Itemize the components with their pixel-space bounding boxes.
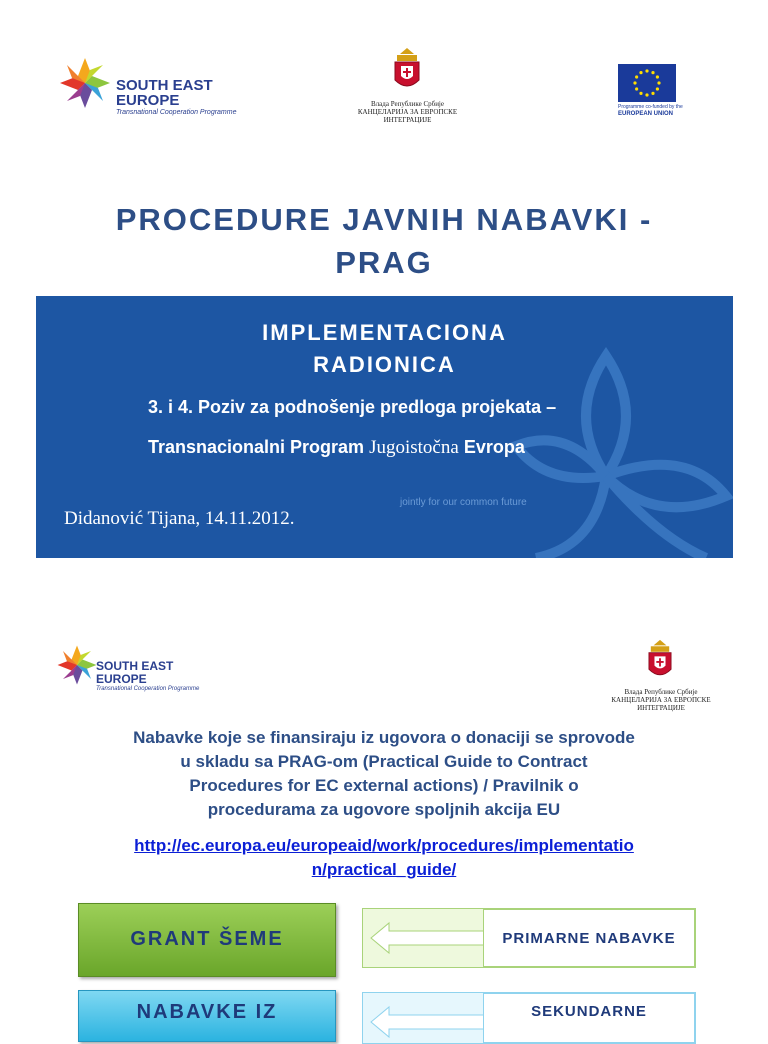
eu-logo (618, 64, 718, 120)
see-logo-line2: EUROPE (96, 672, 147, 686)
see-logo-line1: SOUTH EAST (96, 659, 174, 673)
grant-schemes-label: GRANT ŠEME (130, 928, 284, 950)
title-banner (36, 296, 733, 558)
see-logo-sub: Transnational Cooperation Programme (96, 686, 200, 692)
eu-logo-line2: EUROPEAN UNION (618, 111, 674, 117)
banner-heading-line1: IMPLEMENTACIONA (262, 320, 507, 345)
see-logo-line1: SOUTH EAST (116, 77, 213, 94)
see-flower-icon (56, 644, 98, 686)
paragraph-line: procedurama za ugovore spoljnih akcija EU (207, 800, 561, 819)
secondary-procurement-frame (362, 992, 696, 1044)
serbia-logo-line3: ИНТЕГРАЦИЈЕ (383, 116, 432, 125)
banner-program-part1: Transnacionalni Program (148, 437, 365, 457)
primary-procurement-label: PRIMARNE NABAVKE (502, 930, 676, 947)
serbia-logo-line3: ИНТЕГРАЦИЈЕ (637, 704, 685, 713)
arrow-left-icon (369, 1005, 489, 1039)
banner-program-part2: Jugoistočna (369, 437, 459, 458)
slide1-title-line1: PROCEDURE JAVNIH NABAVKI - (115, 202, 653, 237)
paragraph-line: Nabavke koje se finansiraju iz ugovora o donaciji se sprovode (133, 728, 635, 747)
prag-link-line1[interactable]: http://ec.europa.eu/europeaid/work/procedures/implementatio (134, 836, 634, 855)
slide1-title-line2: PRAG (335, 245, 433, 280)
prag-link-line2[interactable]: n/practical_guide/ (311, 860, 457, 879)
banner-author: Didanović Tijana, 14.11.2012. (64, 508, 295, 529)
primary-procurement-box (483, 909, 695, 967)
grant-schemes-box (78, 903, 336, 977)
serbia-logo-line2: КАНЦЕЛАРИЈА ЗА ЕВРОПСКЕ (611, 696, 711, 705)
prag-guide-link[interactable] (40, 834, 728, 882)
primary-procurement-frame (362, 908, 696, 968)
see-logo-line2: EUROPE (116, 92, 180, 109)
banner-program-part3: Evropa (463, 437, 525, 457)
banner-heading-line2: RADIONICA (313, 352, 456, 377)
serbia-logo-line1: Влада Републике Србије (624, 688, 698, 696)
banner-program-line (148, 437, 525, 459)
secondary-procurement-box (483, 993, 695, 1043)
serbia-logo-line1: Влада Републике Србије (371, 100, 444, 108)
procurement-box (78, 990, 336, 1042)
banner-watermark-text: jointly for our common future (400, 497, 527, 508)
procurement-box-label: NABAVKE IZ (136, 1001, 278, 1023)
serbia-logo-slide2 (596, 638, 726, 716)
eu-flag-icon (618, 64, 676, 102)
procurement-paragraph (40, 726, 728, 822)
eu-logo-line1: Programme co-funded by the (618, 104, 683, 110)
serbia-logo-line2: КАНЦЕЛАРИЈА ЗА ЕВРОПСКЕ (357, 108, 458, 117)
serbia-logo (340, 46, 475, 126)
paragraph-line: u skladu sa PRAG-om (Practical Guide to Contract (180, 752, 588, 771)
secondary-procurement-label: SEKUNDARNE (531, 1003, 647, 1020)
banner-call-line: 3. i 4. Poziv za podnošenje predloga projekata – (148, 397, 557, 417)
see-logo-sub: Transnational Cooperation Programme (116, 109, 237, 116)
arrow-left-icon (369, 921, 489, 955)
serbia-coat-of-arms-icon (646, 638, 674, 684)
see-flower-icon (58, 56, 112, 110)
see-logo (58, 56, 237, 120)
serbia-coat-of-arms-icon (392, 46, 422, 96)
paragraph-line: Procedures for EC external actions) / Pravilnik o (189, 776, 579, 795)
see-logo-slide2 (56, 644, 200, 696)
